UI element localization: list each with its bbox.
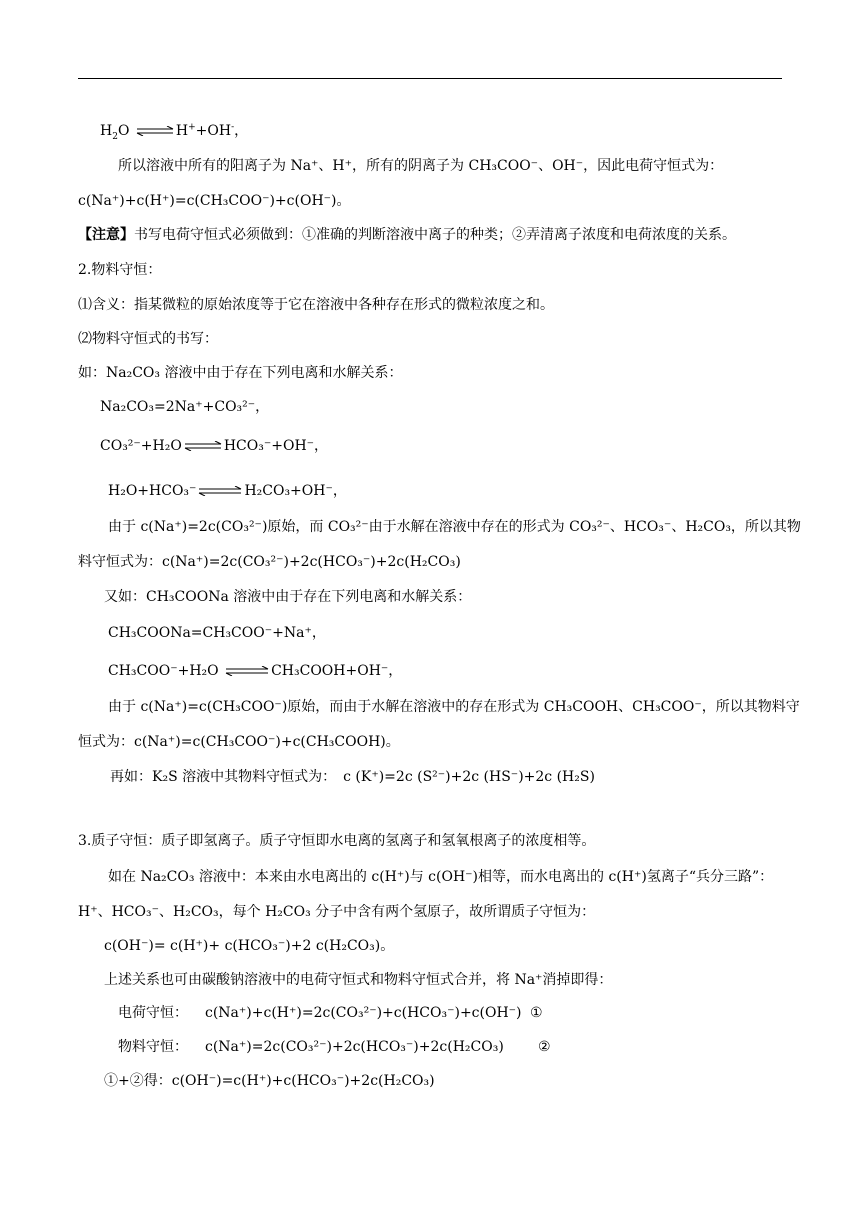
- equation-right: HCO₃⁻+OH⁻，: [223, 438, 329, 454]
- oh-symbol: +OH: [195, 123, 232, 139]
- example-2-reason-line-2: 恒式为：c(Na⁺)=c(CH₃COO⁻)+c(CH₃COOH)。: [78, 734, 400, 750]
- paragraph-ions: 所以溶液中所有的阳离子为 Na⁺、H⁺，所有的阴离子为 CH₃COO⁻、OH⁻，因此电荷守恒式为：: [118, 158, 724, 174]
- example-2-reason-line-1: 由于 c(Na⁺)=c(CH₃COO⁻)原始，而由于水解在溶液中的存在形式为 CH₃COOH、CH₃COO⁻，所以其物料守: [108, 699, 800, 715]
- equation-left: CH₃COO⁻+H₂O: [108, 663, 219, 679]
- mass-equation-number: ②: [538, 1039, 551, 1055]
- charge-conservation-row: [118, 1004, 188, 1022]
- note-paragraph: [78, 226, 736, 244]
- equation-right: H₂CO₃+OH⁻，: [244, 483, 347, 499]
- example-1-reason-line-1: 由于 c(Na⁺)=2c(CO₃²⁻)原始，而 CO₃²⁻由于水解在溶液中存在的形式为 CO₃²⁻、HCO₃⁻、H₂CO₃，所以其物: [108, 519, 801, 535]
- equation-right: CH₃COOH+OH⁻，: [271, 663, 403, 679]
- section-3-para-1-line-2: H⁺、HCO₃⁻、H₂CO₃，每个 H₂CO₃ 分子中含有两个氢原子，故所谓质子守恒为：: [78, 904, 596, 920]
- superscript-2: -: [231, 122, 235, 133]
- example-1-intro: 如：Na₂CO₃ 溶液中由于存在下列电离和水解关系：: [78, 365, 403, 381]
- example-2-equation-1: CH₃COONa=CH₃COO⁻+Na⁺，: [108, 625, 326, 641]
- o-symbol: O: [117, 123, 130, 139]
- example-2-intro: 又如：CH₃COONa 溶液中由于存在下列电离和水解关系：: [104, 589, 472, 605]
- water-ionization-equation: [100, 122, 248, 140]
- example-2-equation-2: [108, 662, 402, 680]
- mass-equation: c(Na⁺)=2c(CO₃²⁻)+2c(HCO₃⁻)+2c(H₂CO₃): [205, 1039, 504, 1055]
- example-1-equation-1: Na₂CO₃=2Na⁺+CO₃²⁻，: [100, 399, 270, 415]
- equilibrium-arrow-icon: [135, 126, 175, 136]
- combined-result: ①+②得：c(OH⁻)=c(H⁺)+c(HCO₃⁻)+2c(H₂CO₃): [104, 1073, 435, 1089]
- equilibrium-arrow-icon: [197, 486, 243, 496]
- section-3-title: 3.质子守恒：质子即氢离子。质子守恒即水电离的氢离子和氢氧根离子的浓度相等。: [78, 833, 596, 849]
- comma: ，: [234, 123, 249, 139]
- equation-left: H₂O+HCO₃⁻: [108, 483, 197, 499]
- proton-conservation-equation: c(OH⁻)= c(H⁺)+ c(HCO₃⁻)+2 c(H₂CO₃)。: [104, 938, 395, 954]
- note-label: 【注意】: [78, 227, 134, 243]
- equilibrium-arrow-icon: [183, 441, 223, 451]
- example-1-reason-line-2: 料守恒式为：c(Na⁺)=2c(CO₃²⁻)+2c(HCO₃⁻)+2c(H₂CO₃): [78, 554, 461, 570]
- superscript: +: [188, 122, 196, 133]
- subscript: 2: [112, 131, 118, 142]
- h-symbol-2: H: [175, 123, 189, 139]
- header-rule: [78, 78, 782, 79]
- charge-label: 电荷守恒：: [118, 1005, 188, 1021]
- section-3-para-1-line-1: 如在 Na₂CO₃ 溶液中：本来由水电离出的 c(H⁺)与 c(OH⁻)相等，而水电离出的 c(H⁺)氢离子“兵分三路”：: [108, 869, 774, 885]
- example-1-equation-3: [108, 482, 347, 500]
- section-3-para-2: 上述关系也可由碳酸钠溶液中的电荷守恒式和物料守恒式合并，将 Na⁺消掉即得：: [104, 972, 613, 988]
- section-2-title: 2.物料守恒：: [78, 262, 162, 278]
- section-2-item-1: ⑴含义：指某微粒的原始浓度等于它在溶液中各种存在形式的微粒浓度之和。: [78, 297, 554, 313]
- charge-equation: c(Na⁺)+c(H⁺)=2c(CO₃²⁻)+c(HCO₃⁻)+c(OH⁻): [205, 1005, 522, 1021]
- mass-conservation-row: [118, 1038, 188, 1056]
- section-2-item-2: ⑵物料守恒式的书写：: [78, 331, 218, 347]
- h-symbol: H: [100, 123, 113, 139]
- example-3: 再如：K₂S 溶液中其物料守恒式为： c (K⁺)=2c (S²⁻)+2c (HS⁻)+2c (H₂S): [110, 769, 595, 785]
- note-text: 书写电荷守恒式必须做到：①准确的判断溶液中离子的种类；②弄清离子浓度和电荷浓度的关系。: [134, 227, 736, 243]
- example-1-equation-2: [100, 437, 328, 455]
- equilibrium-arrow-icon: [224, 666, 270, 676]
- charge-equation-number: ①: [530, 1005, 543, 1021]
- charge-conservation-equation: c(Na⁺)+c(H⁺)=c(CH₃COO⁻)+c(OH⁻)。: [78, 193, 351, 209]
- mass-label: 物料守恒：: [118, 1039, 188, 1055]
- equation-left: CO₃²⁻+H₂O: [100, 438, 182, 454]
